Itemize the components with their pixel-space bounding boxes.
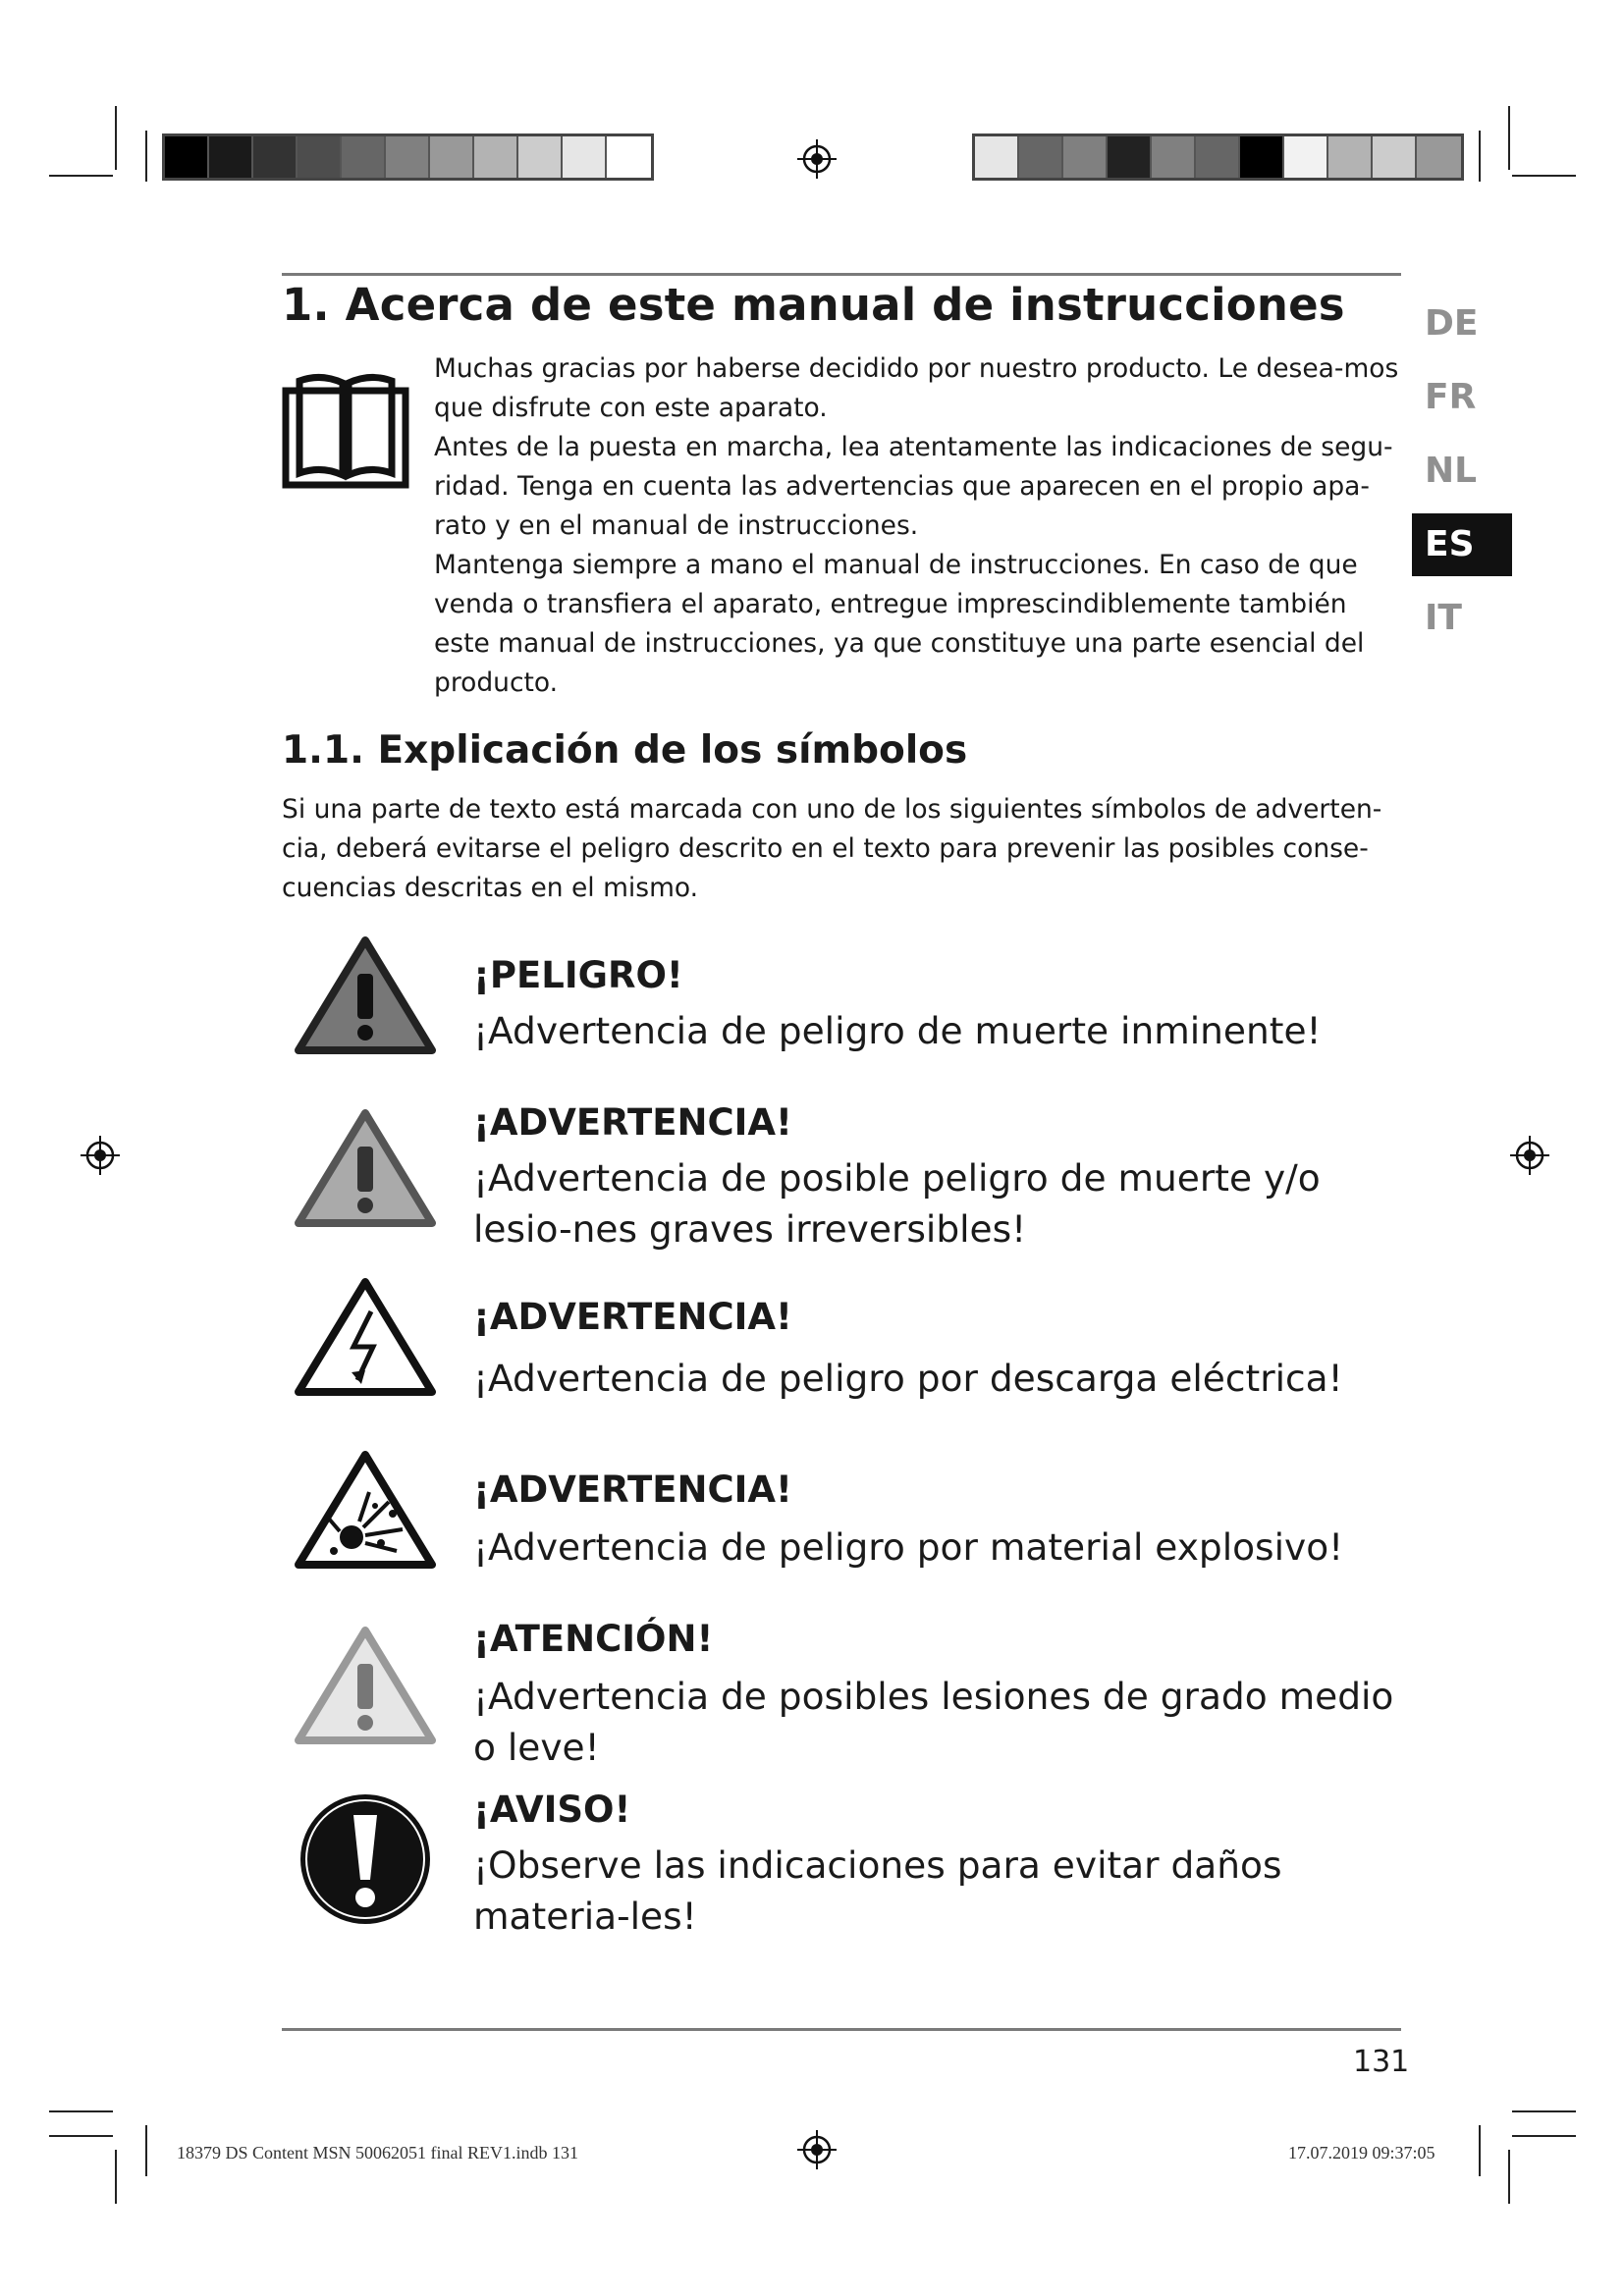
intro-paragraph: Antes de la puesta en marcha, lea atentamente las indicaciones de segu-ridad. Tenga en cuenta las advertencias que aparecen en el propio apa-rato y en el manual de instrucciones.: [434, 432, 1393, 541]
warning-triangle-icon: [295, 1107, 436, 1229]
section-title: 1. Acerca de este manual de instrucciones: [282, 279, 1345, 331]
warning-label: ¡ADVERTENCIA!: [473, 1468, 792, 1511]
color-swatch: [342, 136, 386, 178]
language-tab-fr[interactable]: FR: [1425, 377, 1477, 417]
explosive-icon: [295, 1449, 436, 1571]
notice-exclamation-icon: [298, 1791, 433, 1927]
color-swatch: [165, 136, 209, 178]
intro-text: [434, 349, 1400, 703]
color-swatch: [1373, 136, 1417, 178]
bottom-rule: [282, 2028, 1401, 2031]
language-tab-es[interactable]: ES: [1412, 513, 1512, 576]
warning-text: ¡Advertencia de peligro por descarga eléctrica!: [473, 1357, 1343, 1400]
language-tab-it[interactable]: IT: [1425, 598, 1462, 638]
caution-triangle-icon: [295, 1625, 436, 1746]
color-swatch: [1328, 136, 1373, 178]
color-swatch: [1284, 136, 1328, 178]
intro-paragraph: Mantenga siempre a mano el manual de instrucciones. En caso de que venda o transfiera el aparato, entregue imprescindiblemente también este manual de instrucciones, ya que constituye una parte esencial del producto.: [434, 550, 1365, 698]
color-swatch: [253, 136, 298, 178]
danger-triangle-icon: [295, 934, 436, 1056]
warning-label: ¡ATENCIÓN!: [473, 1618, 714, 1660]
color-swatch: [298, 136, 342, 178]
color-calibration-bar-left: [162, 133, 654, 181]
manual-book-icon: [282, 371, 409, 491]
language-tab-nl[interactable]: NL: [1425, 451, 1478, 491]
color-swatch: [474, 136, 518, 178]
warning-label: ¡ADVERTENCIA!: [473, 1296, 792, 1338]
warning-text: ¡Advertencia de peligro de muerte inminente!: [473, 1009, 1322, 1052]
print-slug-file: 18379 DS Content MSN 50062051 final REV1.indb 131: [177, 2143, 579, 2163]
intro-paragraph: Muchas gracias por haberse decidido por nuestro producto. Le desea-mos que disfrute con este aparato.: [434, 353, 1399, 423]
color-swatch: [386, 136, 430, 178]
color-swatch: [1240, 136, 1284, 178]
color-swatch: [1108, 136, 1152, 178]
color-swatch: [430, 136, 474, 178]
warning-text: ¡Observe las indicaciones para evitar daños materia-les!: [473, 1843, 1282, 1938]
registration-mark-icon: [79, 1134, 122, 1177]
page-number: 131: [1353, 2045, 1410, 2079]
color-swatch: [563, 136, 607, 178]
color-swatch: [607, 136, 651, 178]
color-swatch: [1019, 136, 1063, 178]
warning-label: ¡ADVERTENCIA!: [473, 1101, 792, 1144]
print-slug-date: 17.07.2019 09:37:05: [1288, 2143, 1435, 2163]
color-swatch: [1196, 136, 1240, 178]
color-calibration-bar-right: [972, 133, 1464, 181]
language-tab-de[interactable]: DE: [1425, 303, 1479, 344]
warning-text: ¡Advertencia de posibles lesiones de grado medio o leve!: [473, 1675, 1394, 1769]
subsection-description: Si una parte de texto está marcada con uno de los siguientes símbolos de adverten-cia, deberá evitarse el peligro descrito en el texto para prevenir las posibles conse-cuencias descritas en el mismo.: [282, 794, 1382, 903]
warning-label: ¡PELIGRO!: [473, 954, 683, 996]
color-swatch: [209, 136, 253, 178]
electric-shock-icon: [295, 1276, 436, 1398]
registration-mark-icon: [795, 2128, 839, 2171]
subsection-title: 1.1. Explicación de los símbolos: [282, 728, 968, 773]
color-swatch: [518, 136, 563, 178]
top-rule: [282, 273, 1401, 276]
warning-text: ¡Advertencia de peligro por material explosivo!: [473, 1525, 1344, 1569]
color-swatch: [975, 136, 1019, 178]
warning-text: ¡Advertencia de posible peligro de muerte y/o lesio-nes graves irreversibles!: [473, 1156, 1321, 1251]
color-swatch: [1063, 136, 1108, 178]
registration-mark-icon: [1508, 1134, 1551, 1177]
color-swatch: [1417, 136, 1461, 178]
registration-mark-icon: [795, 137, 839, 181]
warning-label: ¡AVISO!: [473, 1789, 631, 1831]
color-swatch: [1152, 136, 1196, 178]
